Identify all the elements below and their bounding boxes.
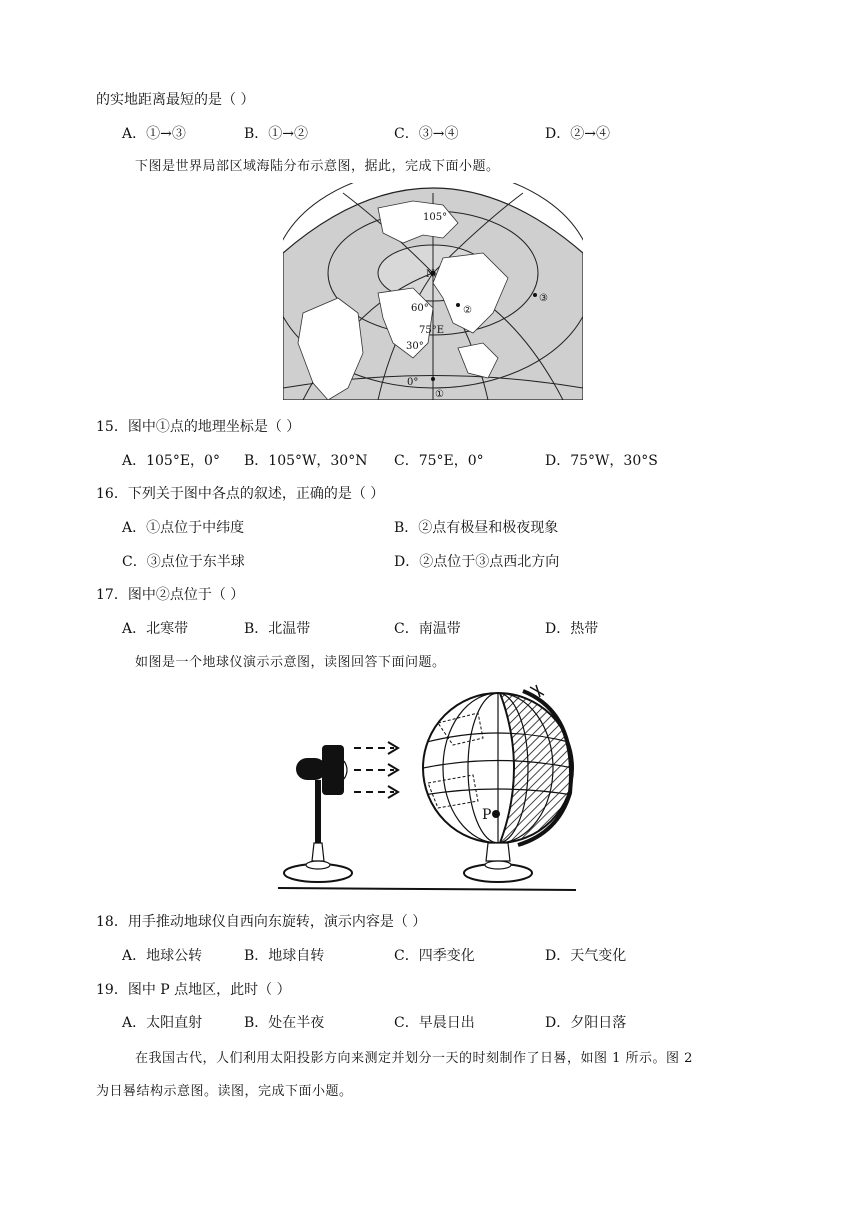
map-point-1: ① (435, 389, 444, 400)
q18-option-a[interactable]: A．地球公转 (122, 948, 203, 964)
q15-option-a[interactable]: A．105°E，0° (122, 453, 220, 469)
q15-option-c[interactable]: C．75°E，0° (394, 453, 484, 469)
q17-option-b[interactable]: B．北温带 (244, 621, 311, 637)
intro-sundial-line2: 为日晷结构示意图。读图，完成下面小题。 (96, 1084, 353, 1099)
intro-globe: 如图是一个地球仪演示示意图，读图回答下面问题。 (135, 655, 446, 670)
q16-option-d[interactable]: D．②点位于③点西北方向 (394, 554, 560, 570)
globe-icon (423, 685, 578, 882)
intro-map: 下图是世界局部区域海陆分布示意图，据此，完成下面小题。 (135, 159, 500, 174)
q17-option-d[interactable]: D．热带 (545, 621, 599, 637)
q19-stem: 19．图中 P 点地区，此时（ ） (96, 982, 291, 998)
q18-stem: 18．用手推动地球仪自西向东旋转，演示内容是（ ） (96, 914, 427, 930)
q15-stem: 15．图中①点的地理坐标是（ ） (96, 419, 301, 435)
map-point-3: ③ (539, 293, 548, 304)
map-label-60: 60° (411, 303, 429, 314)
q19-option-b[interactable]: B．处在半夜 (244, 1015, 325, 1031)
map-label-n: N (426, 269, 435, 280)
globe-point-p: P (482, 807, 492, 823)
map-label-105: 105° (423, 212, 448, 223)
q14-option-b[interactable]: B．①→② (244, 126, 309, 142)
q16-option-c[interactable]: C．③点位于东半球 (122, 554, 245, 570)
map-point-2: ② (463, 305, 472, 316)
q17-option-a[interactable]: A．北寒带 (122, 621, 189, 637)
world-map-figure (283, 183, 583, 400)
intro-sundial-line1: 在我国古代，人们利用太阳投影方向来测定并划分一天的时刻制作了日晷，如图 1 所示。图 2 (135, 1051, 693, 1066)
q19-option-a[interactable]: A．太阳直射 (122, 1015, 203, 1031)
q14-option-a[interactable]: A．①→③ (122, 126, 186, 142)
q18-option-b[interactable]: B．地球自转 (244, 948, 325, 964)
q14-option-d[interactable]: D．②→④ (545, 126, 610, 142)
q16-stem: 16．下列关于图中各点的叙述，正确的是（ ） (96, 486, 385, 502)
map-label-75e: 75°E (419, 325, 445, 336)
q14-stem: 的实地距离最短的是（ ） (96, 92, 255, 108)
q17-stem: 17．图中②点位于（ ） (96, 587, 245, 603)
q14-option-c[interactable]: C．③→④ (394, 126, 459, 142)
q19-option-c[interactable]: C．早晨日出 (394, 1015, 475, 1031)
q17-option-c[interactable]: C．南温带 (394, 621, 461, 637)
globe-demo-figure (278, 683, 578, 893)
q16-option-b[interactable]: B．②点有极昼和极夜现象 (394, 520, 559, 536)
map-label-0: 0° (407, 377, 419, 388)
q19-option-d[interactable]: D．夕阳日落 (545, 1015, 627, 1031)
q16-option-a[interactable]: A．①点位于中纬度 (122, 520, 245, 536)
map-label-30: 30° (406, 341, 424, 352)
q15-option-d[interactable]: D．75°W，30°S (545, 453, 658, 469)
q18-option-c[interactable]: C．四季变化 (394, 948, 475, 964)
lamp-icon (284, 745, 352, 882)
q18-option-d[interactable]: D．天气变化 (545, 948, 627, 964)
q15-option-b[interactable]: B．105°W，30°N (244, 453, 368, 469)
